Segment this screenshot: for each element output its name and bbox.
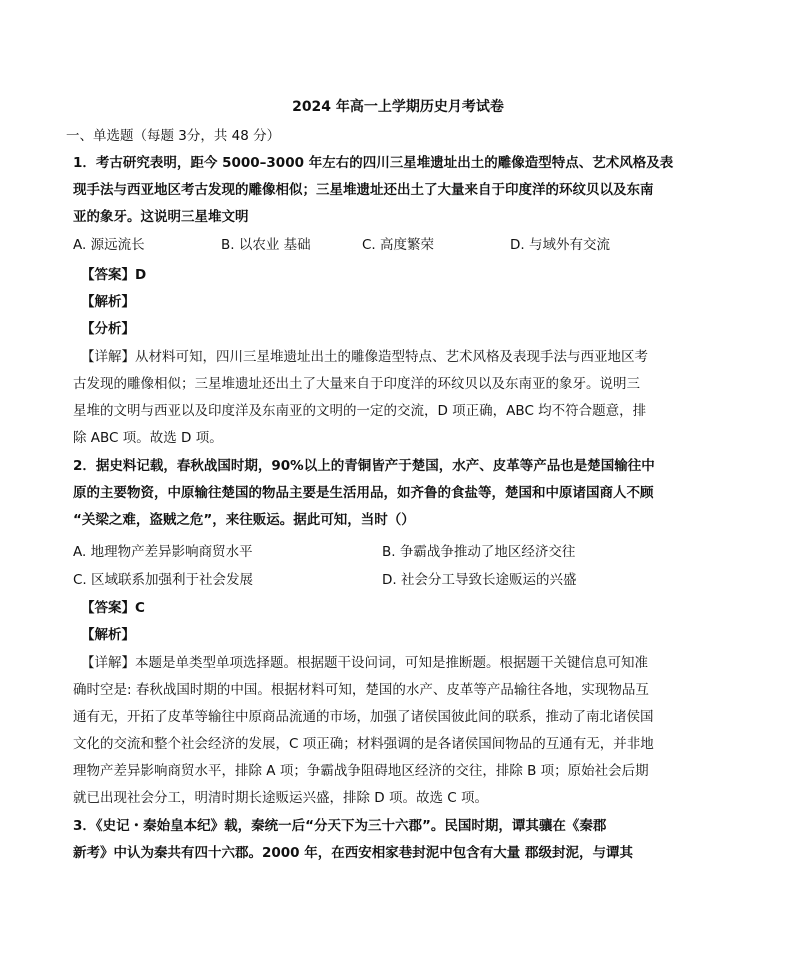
q1-detail-4: 除 ABC 项。故选 D 项。 (73, 430, 223, 446)
q2-detail-4: 文化的交流和整个社会经济的发展，C 项正确；材料强调的是各诸侯国间物品的互通有无，并非地 (73, 736, 654, 752)
q1-line-3: 亚的象牙。这说明三星堆文明 (73, 209, 249, 225)
q3-line-2: 新考》中认为秦共有四十六郡。2000 年，在西安相家巷封泥中包含有大量 郡级封泥，与谭其 (73, 845, 633, 861)
q1-option-a: A. 源远流长 (73, 237, 145, 253)
q2-option-b: B. 争霸战争推动了地区经济交往 (382, 544, 576, 560)
q1-line-1: 1．考古研究表明，距今 5000–3000 年左右的四川三星堆遗址出土的雕像造型特点、艺术风格及表 (73, 155, 674, 171)
page-title: 2024 年高一上学期历史月考试卷 (292, 99, 504, 115)
q2-jiexi: 【解析】 (81, 627, 135, 643)
q1-detail-2: 古发现的雕像相似；三星堆遗址还出土了大量来自于印度洋的环纹贝以及东南亚的象牙。说明三 (73, 376, 640, 392)
q1-line-2: 现手法与西亚地区考古发现的雕像相似；三星堆遗址还出土了大量来自于印度洋的环纹贝以及东南 (73, 182, 654, 198)
q2-detail-2: 确时空是: 春秋战国时期的中国。根据材料可知，楚国的水产、皮革等产品输往各地，实现物品互 (73, 682, 649, 698)
section-heading: 一、单选题（每题 3分，共 48 分） (66, 128, 281, 144)
q1-detail-3: 星堆的文明与西亚以及印度洋及东南亚的文明的一定的交流，D 项正确，ABC 均不符合题意，排 (73, 403, 647, 419)
q1-option-d: D. 与域外有交流 (510, 237, 610, 253)
q2-detail-1: 【详解】本题是单类型单项选择题。根据题干设问词，可知是推断题。根据题干关键信息可知准 (81, 655, 648, 671)
q2-line-2: 原的主要物资，中原输往楚国的物品主要是生活用品，如齐鲁的食盐等，楚国和中原诸国商人不顾 (73, 485, 654, 501)
q2-detail-5: 理物产差异影响商贸水平，排除 A 项；争霸战争阻碍地区经济的交往，排除 B 项；原始社会后期 (73, 763, 649, 779)
q2-option-c: C. 区域联系加强利于社会发展 (73, 572, 254, 588)
q2-detail-3: 通有无，开拓了皮革等输往中原商品流通的市场，加强了诸侯国彼此间的联系，推动了南北诸侯国 (73, 709, 654, 725)
q2-answer: 【答案】C (81, 600, 145, 616)
q1-detail-1: 【详解】从材料可知，四川三星堆遗址出土的雕像造型特点、艺术风格及表现手法与西亚地区考 (81, 349, 648, 365)
q1-jiexi: 【解析】 (81, 294, 135, 310)
q1-answer: 【答案】D (81, 267, 147, 283)
q1-fenxi: 【分析】 (81, 321, 135, 337)
q2-line-1: 2．据史料记载，春秋战国时期，90%以上的青铜皆产于楚国，水产、皮革等产品也是楚国输往中 (73, 458, 655, 474)
q2-option-a: A. 地理物产差异影响商贸水平 (73, 544, 253, 560)
q3-line-1: 3．《史记・秦始皇本纪》载，秦统一后“分天下为三十六郡”。民国时期，谭其骧在《秦郡 (73, 818, 607, 834)
q2-line-3: “关梁之难，盗贼之危”，来往贩运。据此可知，当时（） (73, 512, 415, 528)
q2-detail-6: 就已出现社会分工，明清时期长途贩运兴盛，排除 D 项。故选 C 项。 (73, 790, 488, 806)
q1-option-c: C. 高度繁荣 (362, 237, 435, 253)
q1-option-b: B. 以农业 基础 (221, 237, 311, 253)
q2-option-d: D. 社会分工导致长途贩运的兴盛 (382, 572, 577, 588)
